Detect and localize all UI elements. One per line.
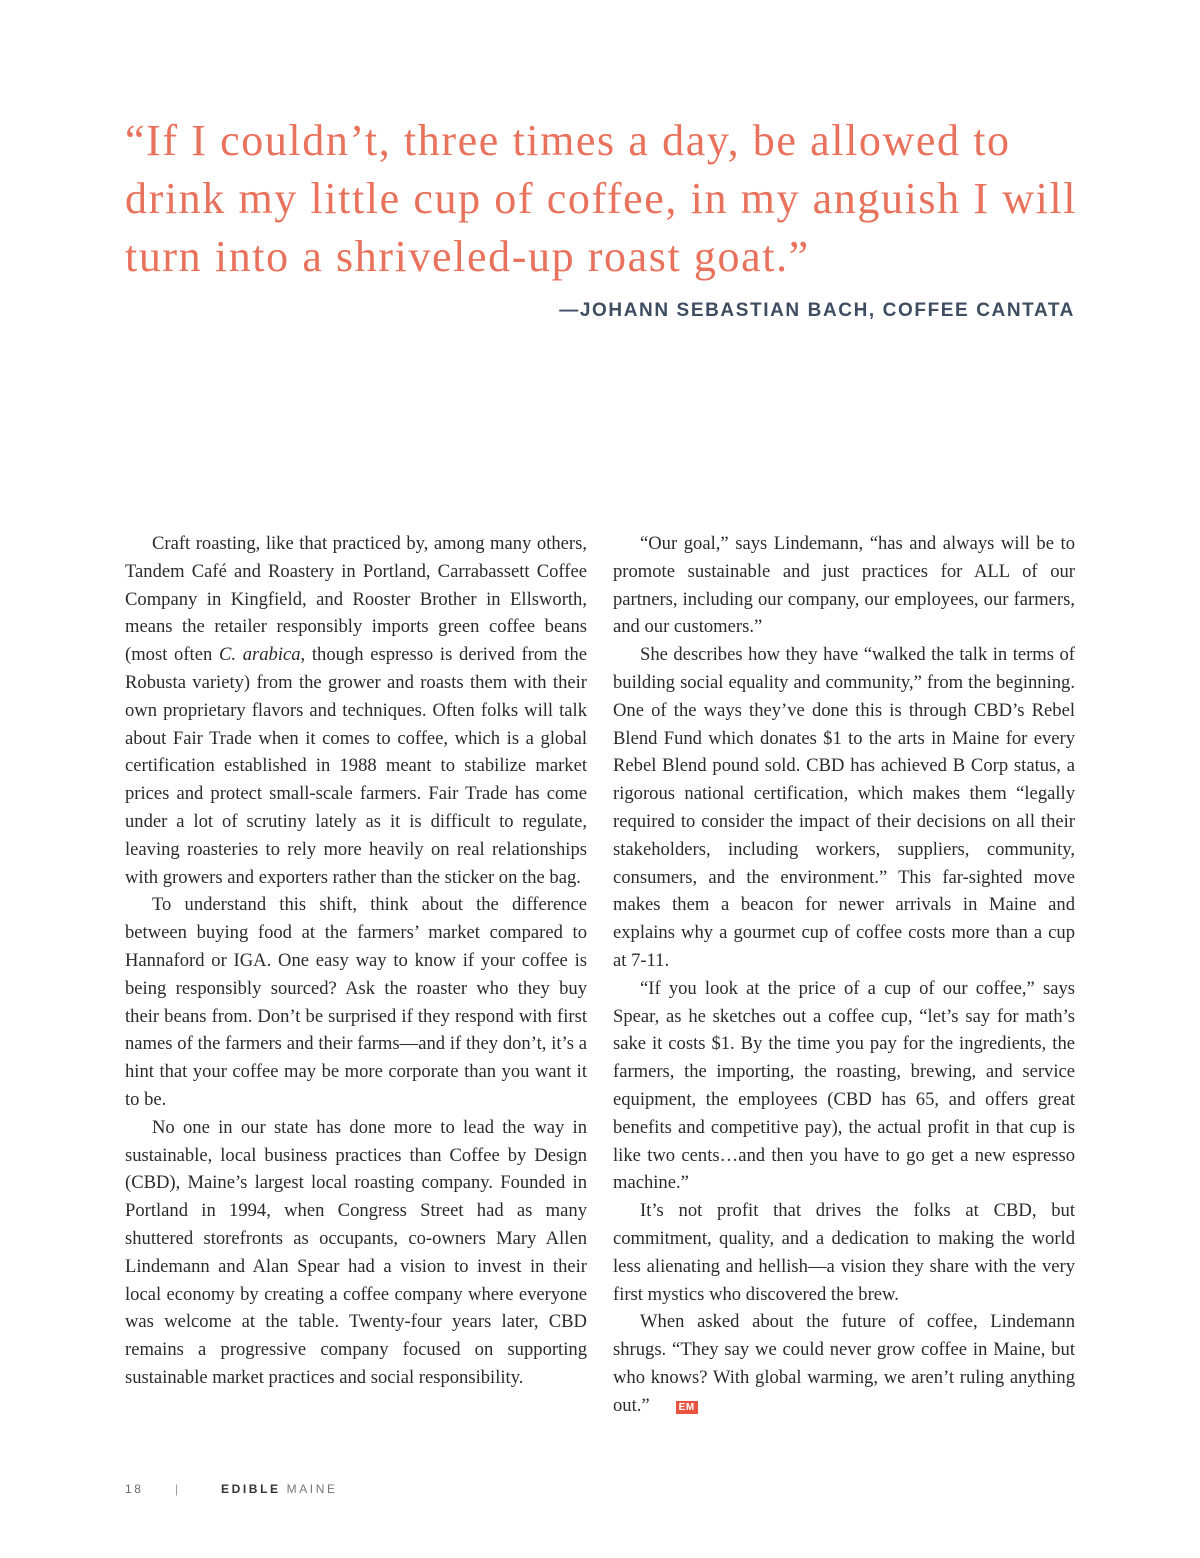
paragraph: To understand this shift, think about the difference between buying food at the farmers’ market compared to Hannaford or IGA. One easy way to know if your coffee is being responsibly sourced? Ask the roaster who they buy their beans from. Don’t be surprised if they respond with first names of the farmers and their farms—and if they don’t, it’s a hint that your coffee may be more corporate than you want it to be. bbox=[125, 894, 587, 1110]
paragraph: No one in our state has done more to lead the way in sustainable, local business practices than Coffee by Design (CBD), Maine’s largest local roasting company. Founded in Portland in 1994, when Congress Street had as many shuttered storefronts as occupants, co-owners Mary Allen Lindemann and Alan Spear had a vision to invest in their local economy by creating a coffee company where everyone was welcome at the table. Twenty-four years later, CBD remains a progressive company focused on supporting sustainable market practices and social responsibility. bbox=[125, 1116, 587, 1388]
page-number: 18 bbox=[125, 1482, 144, 1496]
paragraph: “If you look at the price of a cup of our coffee,” says Spear, as he sketches out a coffee cup, “let’s say for math’s sake it costs $1. By the time you pay for the ingredients, the farmers, the importing, the roasting, brewing, and service equipment, the employees (CBD has 65, and offers great benefits and competitive pay), the actual profit in that cup is like two cents…and then you have to go get a new espresso machine.” bbox=[613, 977, 1075, 1194]
species-name: C. arabica bbox=[218, 644, 301, 666]
footer-divider: | bbox=[175, 1482, 181, 1496]
paragraph: “Our goal,” says Lindemann, “has and always will be to promote sustainable and just practices for ALL of our partners, including our company, our employees, our farmers, and our customers.” bbox=[613, 533, 1075, 638]
paragraph: When asked about the future of coffee, Lindemann shrugs. “They say we could never grow coffee in Maine, but who knows? With global warming, we aren’t ruling anything out.” EM bbox=[613, 1311, 1075, 1416]
paragraph: Craft roasting, like that practiced by, among many others, Tandem Café and Roastery in Portland, Carrabassett Coffee Company in Kingfield, and Rooster Brother in Ellsworth, means the retailer responsibly imports green coffee beans (most often C. arabica, though espresso is derived from the Robusta variety) from the grower and roasts them with their own proprietary flavors and techniques. Often folks will talk about Fair Trade when it comes to coffee, which is a global certification established in 1988 meant to stabilize market prices and protect small-scale farmers. Fair Trade has come under a lot of scrutiny lately as it is difficult to regulate, leaving roasteries to rely more heavily on real relationships with growers and exporters rather than the sticker on the bag. bbox=[125, 533, 588, 888]
paragraph: It’s not profit that drives the folks at CBD, but commitment, quality, and a dedication to making the world less alienating and hellish—a vision they share with the very first mystics who discovered the brew. bbox=[613, 1200, 1075, 1305]
end-mark-logo-icon: EM bbox=[676, 1401, 698, 1414]
article-column-left bbox=[125, 530, 587, 1420]
magazine-region: MAINE bbox=[286, 1482, 338, 1496]
article-body bbox=[125, 530, 1075, 1420]
magazine-name: EDIBLE bbox=[221, 1482, 281, 1496]
pull-quote: “If I couldn’t, three times a day, be allowed to drink my little cup of coffee, in my anguish I will turn into a shriveled-up roast goat.” bbox=[125, 116, 1078, 281]
article-column-right bbox=[613, 530, 1075, 1420]
quote-attribution: —JOHANN SEBASTIAN BACH, COFFEE CANTATA bbox=[559, 300, 1075, 321]
paragraph: She describes how they have “walked the talk in terms of building social equality and community,” from the beginning. One of the ways they’ve done this is through CBD’s Rebel Blend Fund which donates $1 to the arts in Maine for every Rebel Blend pound sold. CBD has achieved B Corp status, a rigorous national certification, which makes them “legally required to consider the impact of their decisions on all their stakeholders, including workers, suppliers, community, consumers, and the environment.” This far-sighted move makes them a beacon for newer arrivals in Maine and explains why a gourmet cup of coffee costs more than a cup at 7-11. bbox=[613, 644, 1075, 971]
page-footer bbox=[125, 1482, 338, 1496]
